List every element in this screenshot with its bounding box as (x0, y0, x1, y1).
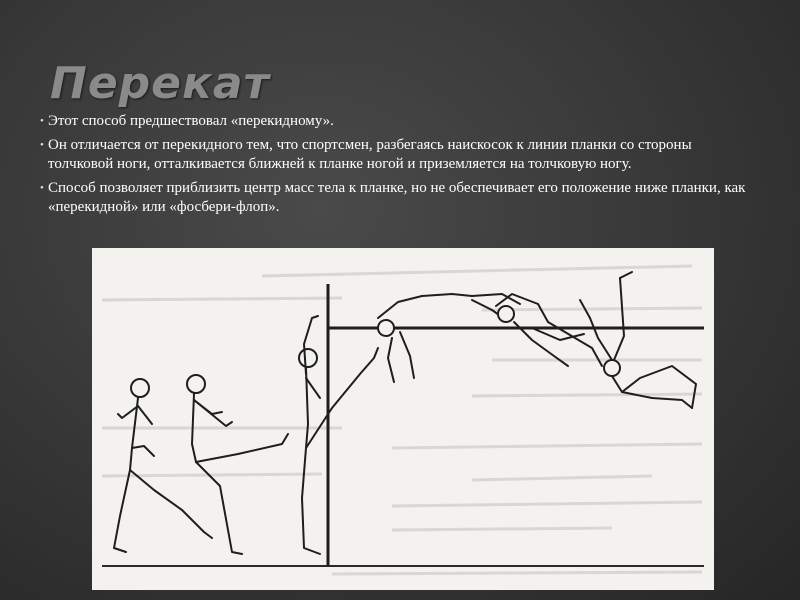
bullet-text: Этот способ предшествовал «перекидному». (48, 113, 334, 129)
bullet-item (40, 179, 760, 217)
athlete-figure-2 (187, 375, 288, 554)
high-jump-illustration (92, 248, 714, 590)
bullet-text: Способ позволяет приблизить центр масс тела к планке, но не обеспечивает его положение ниже планки, как «перекидной» или «фосбери-флоп». (48, 180, 746, 215)
athlete-figure-3 (299, 316, 378, 554)
athlete-figure-1 (114, 379, 212, 552)
bullet-icon: • (40, 115, 44, 127)
high-jump-sequence-drawing (92, 248, 714, 590)
athlete-figure-6 (580, 272, 696, 408)
bullet-list (40, 112, 760, 222)
bullet-text: Он отличается от перекидного тем, что спортсмен, разбегаясь наискосок к линии планки со стороны толчковой ноги, отталкивается ближней к планке ногой и приземляется на толчковую ногу. (48, 137, 692, 172)
bullet-icon: • (40, 139, 44, 151)
slide-title: Перекат (50, 58, 271, 109)
athlete-figure-5 (496, 294, 602, 366)
bullet-item (40, 112, 760, 131)
bullet-icon: • (40, 182, 44, 194)
bullet-item (40, 136, 760, 174)
athlete-figure-4 (378, 294, 520, 382)
